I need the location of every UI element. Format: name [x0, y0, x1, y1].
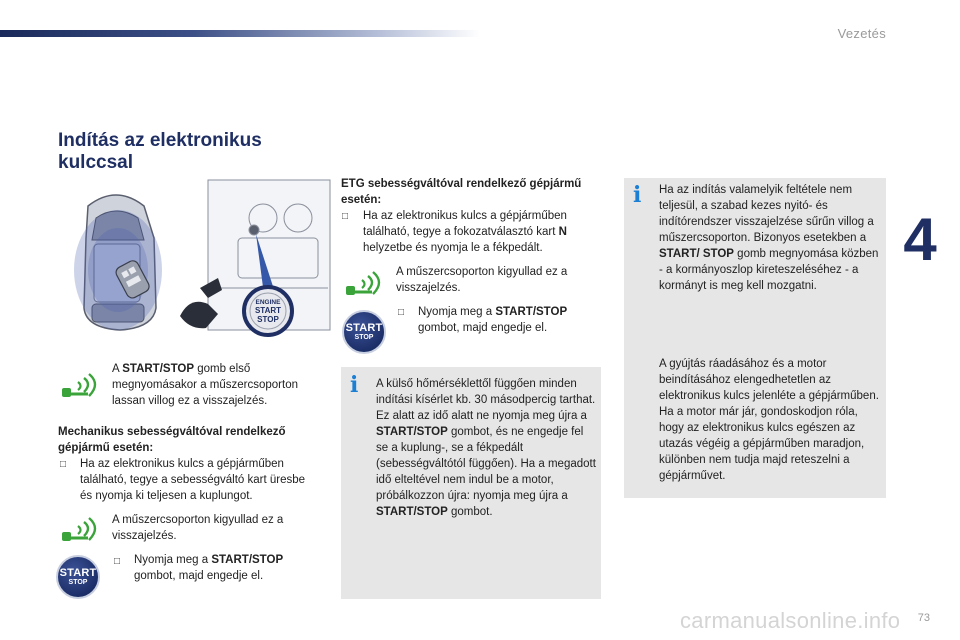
info-icon: i: [350, 372, 359, 398]
etg-press-step: Nyomja meg a START/STOP gombot, majd engedje el.: [418, 306, 568, 334]
watermark: carmanualsonline.info: [680, 608, 901, 633]
info-key-presence-text: A gyújtás ráadásához és a motor beindításához elengedhetetlen az elektronikus kulcs jelenléte a gépjárműben. Ha a motor már jár, gondoskodjon róla, hogy az elektronikus kulcs egészen az utazás végéig a gépjárműben maradjon, különben nem tudja majd reteszelni a gépjárművet.: [659, 358, 879, 482]
engine-label-1: ENGINE: [255, 299, 281, 306]
etg-gearbox-step: Ha az elektronikus kulcs a gépjárműben található, tegye a fokozatválasztó kart N helyzetbe és nyomja le a fékpedált.: [363, 210, 567, 254]
car-key-illustration: [58, 178, 333, 338]
engine-label-2: START: [254, 306, 282, 315]
key-indicator-icon: [58, 370, 102, 400]
etg-light-description: A műszercsoporton kigyullad ez a visszajelzés.: [396, 266, 568, 294]
manual-press-step: Nyomja meg a START/STOP gombot, majd engedje el.: [134, 554, 284, 582]
indicator-description: A START/STOP gomb első megnyomásakor a műszercsoporton lassan villog ez a visszajelzés.: [112, 363, 298, 407]
header-gradient-bar: [0, 30, 480, 37]
key-indicator-icon: [58, 514, 102, 544]
page-heading: Indítás az elektronikus kulccsal: [58, 130, 262, 173]
engine-start-stop-button-icon: [244, 287, 292, 335]
bullet-icon: □: [342, 211, 349, 222]
manual-gearbox-step: Ha az elektronikus kulcs a gépjárműben található, tegye a sebességváltó kart üresbe és nyomja ki teljesen a kuplungot.: [80, 458, 306, 502]
chapter-number: 4: [903, 206, 937, 273]
key-indicator-icon: [342, 268, 386, 298]
manual-light-description: A műszercsoporton kigyullad ez a visszajelzés.: [112, 514, 284, 542]
start-stop-badge-icon: START STOP: [342, 310, 386, 354]
info-conditions-text: Ha az indítás valamelyik feltétele nem teljesül, a szabad kezes nyitó- és indítórendszer visszajelzése sűrűn villog a műszercsoporton. Bizonyos esetekben a START/ STOP gomb megnyomása közben - a kormányoszlop kireteszeléséhez - a kormányt is meg kell mozgatni.: [659, 184, 879, 292]
bullet-icon: □: [114, 556, 121, 567]
start-stop-badge-icon: START STOP: [56, 555, 100, 599]
bullet-icon: □: [60, 459, 67, 470]
info-temperature-text: A külső hőmérséklettől függően minden indítási kísérlet kb. 30 másodpercig tarthat. Ez alatt az idő alatt ne nyomja meg újra a START/STOP gombot, és ne engedje fel se a kuplung-, se a fékpedált (sebességváltótól függően). Ha a megadott idő elteltével nem indul be a motor, próbálkozzon újra: nyomja meg újra a START/STOP gombot.: [376, 378, 596, 518]
bullet-icon: □: [398, 307, 405, 318]
info-icon: i: [633, 182, 642, 208]
section-title: Vezetés: [837, 26, 886, 41]
page-number: 73: [917, 612, 930, 624]
etg-gearbox-title: ETG sebességváltóval rendelkező gépjármű esetén:: [341, 178, 582, 206]
engine-label-3: STOP: [257, 315, 279, 324]
manual-gearbox-title: Mechanikus sebességváltóval rendelkező gépjármű esetén:: [58, 426, 286, 454]
